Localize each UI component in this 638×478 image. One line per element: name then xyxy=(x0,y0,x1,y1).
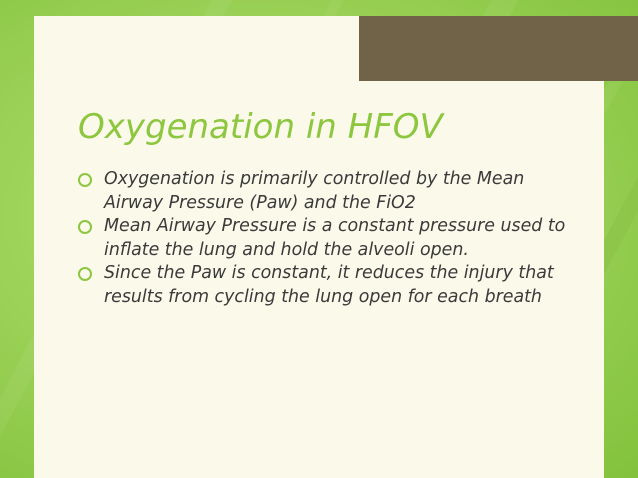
bullet-item xyxy=(78,168,568,215)
bullet-item xyxy=(78,262,568,309)
slide-title: Oxygenation in HFOV xyxy=(78,107,443,147)
bullet-text: Since the Paw is constant, it reduces the injury that results from cycling the lung open for each breath xyxy=(104,263,554,307)
bullet-text: Oxygenation is primarily controlled by the Mean Airway Pressure (Paw) and the FiO2 xyxy=(104,169,525,213)
circle-bullet-icon xyxy=(78,220,92,234)
bullet-item xyxy=(78,215,568,262)
circle-bullet-icon xyxy=(78,173,92,187)
title-band xyxy=(359,16,638,81)
bullet-list xyxy=(78,168,568,310)
circle-bullet-icon xyxy=(78,267,92,281)
bullet-text: Mean Airway Pressure is a constant pressure used to inflate the lung and hold the alveoli open. xyxy=(104,216,566,260)
